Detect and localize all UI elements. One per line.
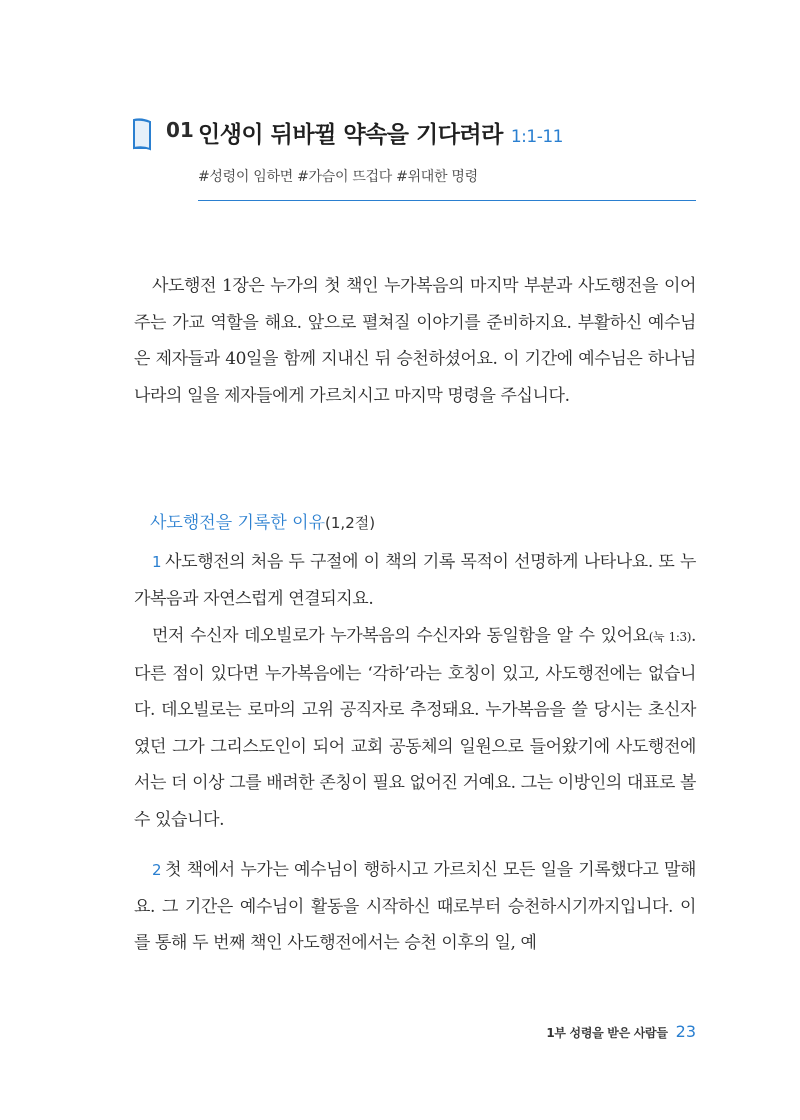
part-label: 1부 성령을 받은 사람들 <box>546 1026 668 1040</box>
page-number: 23 <box>675 1022 696 1041</box>
chapter-title-text: 인생이 뒤바뀔 약속을 기다려라 <box>198 122 503 148</box>
section-heading-ref: (1,2절) <box>325 514 376 532</box>
page-footer <box>546 1022 696 1041</box>
verse-1-text: 사도행전의 처음 두 구절에 이 책의 기록 목적이 선명하게 나타나요. 또 누가복음과 자연스럽게 연결되지요. <box>134 552 696 609</box>
header-divider <box>198 200 696 201</box>
recipient-text-end: . 다른 점이 있다면 누가복음에는 ‘각하’라는 호칭이 있고, 사도행전에는 없습니다. 데오빌로는 로마의 고위 공직자로 추정돼요. 누가복음을 쓸 당시는 초신자였던 그가 그리스도인이 되어 교회 공동체의 일원으로 들어왔기에 사도행전에서는 더 이상 그를 배려한 존칭이 필요 없어진 거예요. 그는 이방인의 대표로 볼 수 있습니다. <box>134 626 696 830</box>
verse-2-paragraph <box>134 852 696 962</box>
section-heading <box>150 508 375 533</box>
intro-paragraph: 사도행전 1장은 누가의 첫 책인 누가복음의 마지막 부분과 사도행전을 이어주는 가교 역할을 해요. 앞으로 펼쳐질 이야기를 준비하지요. 부활하신 예수님은 제자들과 40일을 함께 지내신 뒤 승천하셨어요. 이 기간에 예수님은 하나님나라의 일을 제자들에게 가르치시고 마지막 명령을 주십니다. <box>134 276 696 406</box>
scripture-reference: (눅 1:3) <box>648 630 691 644</box>
recipient-text-start: 먼저 수신자 데오빌로가 누가복음의 수신자와 동일함을 알 수 있어요 <box>152 626 649 646</box>
verse-number: 1 <box>152 553 162 571</box>
verse-number: 2 <box>152 861 162 879</box>
open-book-icon <box>132 116 170 152</box>
chapter-number: 01 <box>166 118 194 142</box>
chapter-title <box>198 116 563 149</box>
recipient-paragraph <box>134 618 696 838</box>
section-heading-text: 사도행전을 기록한 이유 <box>150 513 326 533</box>
verse-2-text: 첫 책에서 누가는 예수님이 행하시고 가르치신 모든 일을 기록했다고 말해요. 그 기간은 예수님이 활동을 시작하신 때로부터 승천하시기까지입니다. 이를 통해 두 번째 책인 사도행전에서는 승천 이후의 일, 예 <box>134 860 696 953</box>
chapter-reference: 1:1-11 <box>510 127 563 147</box>
chapter-tags: #성령이 임하면 #가슴이 뜨겁다 #위대한 명령 <box>198 169 478 185</box>
verse-1-paragraph <box>134 544 696 617</box>
